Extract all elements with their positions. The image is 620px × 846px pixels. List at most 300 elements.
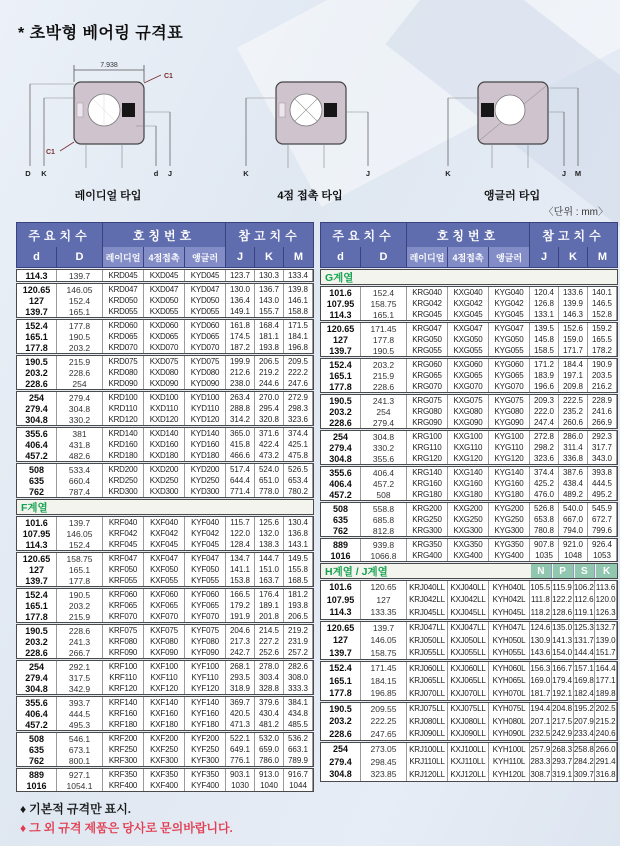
cell-angular-no: KYH065L	[489, 675, 530, 688]
cell-d: 355.6	[17, 428, 57, 439]
cell-ref: 106.2	[573, 582, 594, 592]
cell-ref: 286.0	[559, 431, 588, 442]
cell-angular-no: KYF140	[185, 697, 226, 708]
cell-ref: 152.6	[559, 323, 588, 334]
cell-ref: 393.8	[588, 467, 617, 478]
table-row	[17, 697, 313, 708]
cell-ref: 122.0	[226, 528, 255, 539]
cell-ref: 532.0	[255, 733, 284, 744]
cell-ref: 189.8	[595, 688, 616, 698]
cell-angular-no: KYF160	[185, 708, 226, 719]
table-row	[17, 342, 313, 353]
cell-ref: 135.0	[552, 623, 573, 633]
cell-fourpoint-no: KXD080	[144, 367, 185, 378]
cell-radial-no: KRG300	[407, 525, 448, 536]
cell-fourpoint-no: KXD047	[144, 284, 185, 295]
table-row	[321, 298, 617, 309]
cell-d: 120.65	[321, 323, 361, 334]
row-group	[16, 552, 314, 587]
cell-angular-no: KYG045	[489, 309, 530, 320]
cell-fourpoint-no: KXF110	[144, 672, 185, 683]
spec-table-right	[320, 222, 618, 792]
cell-D: 139.7	[361, 622, 407, 635]
cell-radial-no: KRJ110LL	[407, 756, 448, 769]
cell-radial-no: KRG160	[407, 478, 448, 489]
cell-d: 139.7	[321, 345, 361, 356]
cell-ref: 178.2	[588, 345, 617, 356]
cell-angular-no: KYF200	[185, 733, 226, 744]
cell-angular-no: KYG160	[489, 478, 530, 489]
cell-fourpoint-no: KXD160	[144, 439, 185, 450]
cell-fourpoint-no: KXG400	[448, 550, 489, 561]
cell-angular-no: KYF070	[185, 611, 226, 622]
cell-angular-no: KYG070	[489, 381, 530, 392]
cell-angular-no: KYH110L	[489, 756, 530, 769]
table-row	[17, 284, 313, 295]
cell-angular-no: KYH080L	[489, 715, 530, 728]
cell-ref: 139.0	[595, 635, 616, 645]
cell-radial-no: KRG080	[407, 406, 448, 417]
table-row	[17, 450, 313, 461]
cell-radial-no: KRD300	[103, 486, 144, 497]
cell-ref: 179.4	[552, 676, 573, 686]
cell-D: 406.4	[361, 467, 407, 478]
cell-D: 152.4	[361, 287, 407, 298]
dim-letter-J: J	[167, 169, 173, 178]
subheader-4점접촉: 4점접촉	[448, 247, 489, 267]
table-row	[17, 331, 313, 342]
cell-ref: 201.8	[255, 611, 284, 622]
cell-ref: 132.0	[255, 528, 284, 539]
cell-d: 228.6	[17, 647, 57, 658]
table-row	[17, 636, 313, 647]
table-row	[321, 442, 617, 453]
cell-ref: 293.7	[552, 757, 573, 767]
cell-angular-no: KYH045L	[489, 606, 530, 619]
table-row	[321, 715, 617, 728]
cell-ref: 132.7	[595, 623, 616, 633]
cell-d: 177.8	[321, 381, 361, 392]
cell-ref: 134.7	[226, 553, 255, 564]
cell-fourpoint-no: KXG050	[448, 334, 489, 345]
cell-angular-no: KYH120L	[489, 768, 530, 781]
cell-ref: 189.1	[255, 600, 284, 611]
cell-fourpoint-no: KXF045	[144, 539, 185, 550]
cell-ref: 184.4	[559, 359, 588, 370]
bearing-cross-section-angular	[418, 58, 606, 182]
cell-radial-no: KRG100	[407, 431, 448, 442]
cell-ref: 232.5	[530, 729, 551, 739]
cell-D: 444.5	[57, 708, 103, 719]
cell-angular-no: KYG065	[489, 370, 530, 381]
cell-D: 146.05	[57, 528, 103, 539]
cell-ref: 126.3	[595, 607, 616, 617]
cell-angular-no: KYF100	[185, 661, 226, 672]
cell-ref: 485.5	[284, 719, 313, 730]
cell-ref: 257.9	[530, 744, 551, 754]
cell-ref: 644.4	[226, 475, 255, 486]
cell-ref: 222.2	[284, 367, 313, 378]
cell-D: 787.4	[57, 486, 103, 497]
cell-D: 381	[57, 428, 103, 439]
cell-radial-no: KRD160	[103, 439, 144, 450]
cell-ref: 309.7	[573, 769, 594, 779]
cell-ref: 158.5	[530, 345, 559, 356]
cell-ref: 202.5	[595, 704, 616, 714]
table-row	[321, 467, 617, 478]
cell-radial-no: KRG050	[407, 334, 448, 345]
row-group	[320, 322, 618, 357]
cell-D: 133.35	[361, 606, 407, 619]
cell-fourpoint-no: KXD070	[144, 342, 185, 353]
cell-ref: 420.5	[226, 708, 255, 719]
table-row	[17, 744, 313, 755]
cell-D: 215.9	[361, 370, 407, 381]
cell-ref: 139.8	[284, 284, 313, 295]
cell-angular-no: KYH075L	[489, 703, 530, 716]
cell-ref: 653.4	[284, 475, 313, 486]
table-row	[321, 539, 617, 550]
cell-ref: 422.4	[255, 439, 284, 450]
cell-D: 165.1	[361, 309, 407, 320]
cell-ref: 136.7	[255, 284, 284, 295]
table-row	[321, 550, 617, 561]
cell-radial-no: KRJ090LL	[407, 728, 448, 741]
cell-D: 120.65	[361, 581, 407, 594]
row-group	[320, 702, 618, 742]
cell-ref: 475.8	[284, 450, 313, 461]
cell-ref: 291.4	[595, 757, 616, 767]
cell-angular-no: KYD250	[185, 475, 226, 486]
cell-ref: 466.6	[226, 450, 255, 461]
row-group	[320, 430, 618, 465]
cell-ref: 113.6	[595, 582, 616, 592]
cell-ref: 151.7	[595, 648, 616, 658]
cell-angular-no: KYF180	[185, 719, 226, 730]
cell-radial-no: KRJ050LL	[407, 634, 448, 647]
cell-angular-no: KYG110	[489, 442, 530, 453]
table-row	[321, 395, 617, 406]
cell-fourpoint-no: KXJ120LL	[448, 768, 489, 781]
subheader-K: K	[595, 564, 617, 578]
cell-ref: 199.9	[226, 356, 255, 367]
cell-ref: 152.8	[588, 309, 617, 320]
cell-radial-no: KRJ042LL	[407, 594, 448, 607]
cell-fourpoint-no: KXF047	[144, 553, 185, 564]
cell-d: 406.4	[17, 439, 57, 450]
cell-d: 165.1	[17, 331, 57, 342]
cell-angular-no: KYD047	[185, 284, 226, 295]
table-row	[321, 514, 617, 525]
cell-angular-no: KYF090	[185, 647, 226, 658]
table-row	[321, 768, 617, 781]
table-row	[321, 634, 617, 647]
cell-ref: 663.1	[284, 744, 313, 755]
cell-ref: 247.6	[284, 378, 313, 389]
cell-fourpoint-no: KXG045	[448, 309, 489, 320]
cell-angular-no: KYD090	[185, 378, 226, 389]
cell-angular-no: KYG042	[489, 298, 530, 309]
cell-angular-no: KYG040	[489, 287, 530, 298]
cell-d: 279.4	[17, 403, 57, 414]
cell-ref: 197.1	[559, 370, 588, 381]
cell-ref: 272.8	[530, 431, 559, 442]
cell-ref: 495.2	[588, 489, 617, 500]
cell-ref: 118.2	[530, 607, 551, 617]
cell-angular-no: KYH090L	[489, 728, 530, 741]
cell-ref: 387.6	[559, 467, 588, 478]
cell-radial-no: KRF042	[103, 528, 144, 539]
cell-angular-no: KYG090	[489, 417, 530, 428]
cell-d: 127	[321, 334, 361, 345]
cell-ref: 105.5	[530, 582, 551, 592]
cell-angular-no: KYF075	[185, 625, 226, 636]
cell-ref: 343.0	[588, 453, 617, 464]
cell-D: 247.65	[361, 728, 407, 741]
cell-fourpoint-no: KXF350	[144, 769, 185, 780]
cell-radial-no: KRJ055LL	[407, 647, 448, 660]
cell-ref: 311.4	[559, 442, 588, 453]
cell-ref: 169.0	[530, 676, 551, 686]
cell-D: 228.6	[361, 381, 407, 392]
cell-ref: 144.7	[255, 553, 284, 564]
table-row	[17, 486, 313, 497]
cell-D: 177.8	[57, 575, 103, 586]
cell-d: 762	[17, 486, 57, 497]
section-header	[16, 499, 314, 515]
cell-radial-no: KRJ065LL	[407, 675, 448, 688]
cell-ref: 168.4	[255, 320, 284, 331]
cell-ref: 207.9	[573, 716, 594, 726]
cell-ref: 524.0	[255, 464, 284, 475]
cell-ref: 168.5	[284, 575, 313, 586]
cell-D: 431.8	[57, 439, 103, 450]
subheader-M: M	[597, 251, 608, 263]
cell-d: 203.2	[321, 715, 361, 728]
cell-fourpoint-no: KXJ047LL	[448, 622, 489, 635]
cell-ref: 240.6	[595, 729, 616, 739]
cell-D: 317.5	[57, 672, 103, 683]
cell-ref: 212.6	[226, 367, 255, 378]
cell-fourpoint-no: KXJ050LL	[448, 634, 489, 647]
cell-D: 546.1	[57, 733, 103, 744]
cell-ref: 233.4	[573, 729, 594, 739]
cell-ref: 209.5	[284, 356, 313, 367]
cell-ref: 292.3	[588, 431, 617, 442]
cell-ref: 171.5	[284, 320, 313, 331]
cell-d: 114.3	[17, 270, 57, 281]
cell-angular-no: KYG180	[489, 489, 530, 500]
subheader-J: J	[226, 247, 255, 267]
cell-radial-no: KRG047	[407, 323, 448, 334]
cell-ref: 268.3	[552, 744, 573, 754]
cell-radial-no: KRG350	[407, 539, 448, 550]
cell-D: 158.75	[361, 298, 407, 309]
cell-angular-no: KYH050L	[489, 634, 530, 647]
cell-radial-no: KRD180	[103, 450, 144, 461]
cell-fourpoint-no: KXF075	[144, 625, 185, 636]
diagram-four-point-type	[216, 58, 404, 203]
table-row	[17, 647, 313, 658]
cell-D: 241.3	[361, 395, 407, 406]
cell-d: 355.6	[321, 467, 361, 478]
cell-fourpoint-no: KXJ042LL	[448, 594, 489, 607]
cell-radial-no: KRJ047LL	[407, 622, 448, 635]
cell-fourpoint-no: KXD180	[144, 450, 185, 461]
cell-d: 190.5	[17, 356, 57, 367]
cell-fourpoint-no: KXF200	[144, 733, 185, 744]
cell-fourpoint-no: KXG080	[448, 406, 489, 417]
cell-d: 254	[321, 743, 361, 756]
cell-ref: 921.0	[559, 539, 588, 550]
cell-ref: 120.4	[530, 287, 559, 298]
table-row	[321, 287, 617, 298]
cell-ref: 241.6	[588, 406, 617, 417]
cell-fourpoint-no: KXJ055LL	[448, 647, 489, 660]
cell-ref: 489.2	[559, 489, 588, 500]
row-group	[320, 358, 618, 393]
cell-ref: 181.2	[284, 589, 313, 600]
cell-ref: 119.1	[574, 607, 594, 617]
cell-fourpoint-no: KXJ075LL	[448, 703, 489, 716]
cell-ref: 284.2	[573, 757, 594, 767]
cell-D: 482.6	[57, 450, 103, 461]
cell-ref: 282.6	[284, 661, 313, 672]
cell-d: 203.2	[321, 406, 361, 417]
cell-fourpoint-no: KXJ070LL	[448, 687, 489, 700]
cell-ref: 293.5	[226, 672, 255, 683]
cell-radial-no: KRD070	[103, 342, 144, 353]
note-contact-us: ♦ 그 외 규격 제품은 당사로 문의바랍니다.	[20, 821, 233, 835]
cell-radial-no: KRD075	[103, 356, 144, 367]
cell-radial-no: KRG045	[407, 309, 448, 320]
cell-d: 508	[17, 733, 57, 744]
diagram-label-four-point: 4점 접촉 타입	[277, 190, 343, 202]
cell-ref: 130.4	[284, 517, 313, 528]
subheader-앵글러: 앵글러	[185, 247, 226, 267]
table-row	[321, 647, 617, 660]
cell-ref: 155.8	[284, 564, 313, 575]
cell-d: 228.6	[17, 378, 57, 389]
cell-fourpoint-no: KXG350	[448, 539, 489, 550]
cell-angular-no: KYD140	[185, 428, 226, 439]
seal-block	[122, 103, 135, 117]
cell-radial-no: KRG110	[407, 442, 448, 453]
cell-fourpoint-no: KXF300	[144, 755, 185, 766]
cell-radial-no: KRF180	[103, 719, 144, 730]
cell-ref: 193.8	[284, 600, 313, 611]
cell-fourpoint-no: KXJ060LL	[448, 662, 489, 675]
cell-ref: 138.3	[255, 539, 284, 550]
cell-angular-no: KYD120	[185, 414, 226, 425]
cell-fourpoint-no: KXD110	[144, 403, 185, 414]
cell-angular-no: KYF400	[185, 780, 226, 791]
cell-ref: 786.0	[255, 755, 284, 766]
row-group	[320, 661, 618, 701]
cell-ref: 219.2	[255, 367, 284, 378]
cell-d: 177.8	[17, 611, 57, 622]
cell-ref: 260.6	[559, 417, 588, 428]
cell-fourpoint-no: KXJ065LL	[448, 675, 489, 688]
width-dimension-label: 7.938	[100, 62, 118, 69]
cell-ref: 222.5	[559, 395, 588, 406]
cell-D: 184.15	[361, 675, 407, 688]
cell-ref: 181.1	[255, 331, 284, 342]
cell-d: 165.1	[321, 370, 361, 381]
cell-D: 266.7	[57, 647, 103, 658]
cell-ref: 125.6	[255, 517, 284, 528]
cell-D: 927.1	[57, 769, 103, 780]
cell-radial-no: KRJ040LL	[407, 581, 448, 594]
cell-ref: 476.0	[530, 489, 559, 500]
cell-fourpoint-no: KXD300	[144, 486, 185, 497]
table-row	[17, 428, 313, 439]
cell-ref: 191.9	[226, 611, 255, 622]
cell-angular-no: KYG300	[489, 525, 530, 536]
cell-D: 393.7	[57, 697, 103, 708]
cell-ref: 158.8	[284, 306, 313, 317]
cell-ref: 182.4	[573, 688, 594, 698]
dim-letter-D: D	[25, 169, 31, 178]
cell-ref: 192.1	[552, 688, 573, 698]
table-row	[17, 320, 313, 331]
cell-ref: 522.1	[226, 733, 255, 744]
cell-D: 228.6	[57, 367, 103, 378]
cell-angular-no: KYF050	[185, 564, 226, 575]
header-reference-dimensions: 참고치수	[238, 228, 301, 243]
row-group	[16, 768, 314, 792]
cell-D: 152.4	[57, 295, 103, 306]
cell-angular-no: KYG400	[489, 550, 530, 561]
subheader-M: M	[293, 251, 304, 263]
cell-fourpoint-no: KXG300	[448, 525, 489, 536]
cell-d: 406.4	[17, 708, 57, 719]
cell-ref: 425.1	[284, 439, 313, 450]
cell-d: 254	[17, 392, 57, 403]
cell-ref: 184.1	[284, 331, 313, 342]
cell-fourpoint-no: KXF042	[144, 528, 185, 539]
cell-angular-no: KYG050	[489, 334, 530, 345]
cell-radial-no: KRF250	[103, 744, 144, 755]
table-row	[321, 359, 617, 370]
row-group	[16, 391, 314, 426]
cell-d: 101.6	[321, 287, 361, 298]
cell-radial-no: KRF160	[103, 708, 144, 719]
cell-ref: 125.3	[573, 623, 594, 633]
cell-D: 190.5	[57, 589, 103, 600]
cell-ref: 130.0	[226, 284, 255, 295]
diagram-label-angular: 앵글러 타입	[483, 190, 541, 202]
table-row	[17, 553, 313, 564]
cell-D: 939.8	[361, 539, 407, 550]
cell-ref: 651.0	[255, 475, 284, 486]
diagram-row	[14, 58, 606, 203]
cell-fourpoint-no: KXF090	[144, 647, 185, 658]
table-row	[17, 439, 313, 450]
subheader-d: d	[17, 247, 57, 267]
cell-d: 228.6	[321, 417, 361, 428]
cell-ref: 780.2	[284, 486, 313, 497]
cell-D: 190.5	[361, 345, 407, 356]
cell-ref: 161.8	[226, 320, 255, 331]
cell-D: 279.4	[57, 392, 103, 403]
header-main-dimensions: 주요치수	[321, 223, 407, 247]
cell-angular-no: KYH040L	[489, 581, 530, 594]
subheader-4점접촉: 4점접촉	[144, 247, 185, 267]
row-group	[320, 466, 618, 501]
table-row	[17, 403, 313, 414]
cell-ref: 430.4	[255, 708, 284, 719]
